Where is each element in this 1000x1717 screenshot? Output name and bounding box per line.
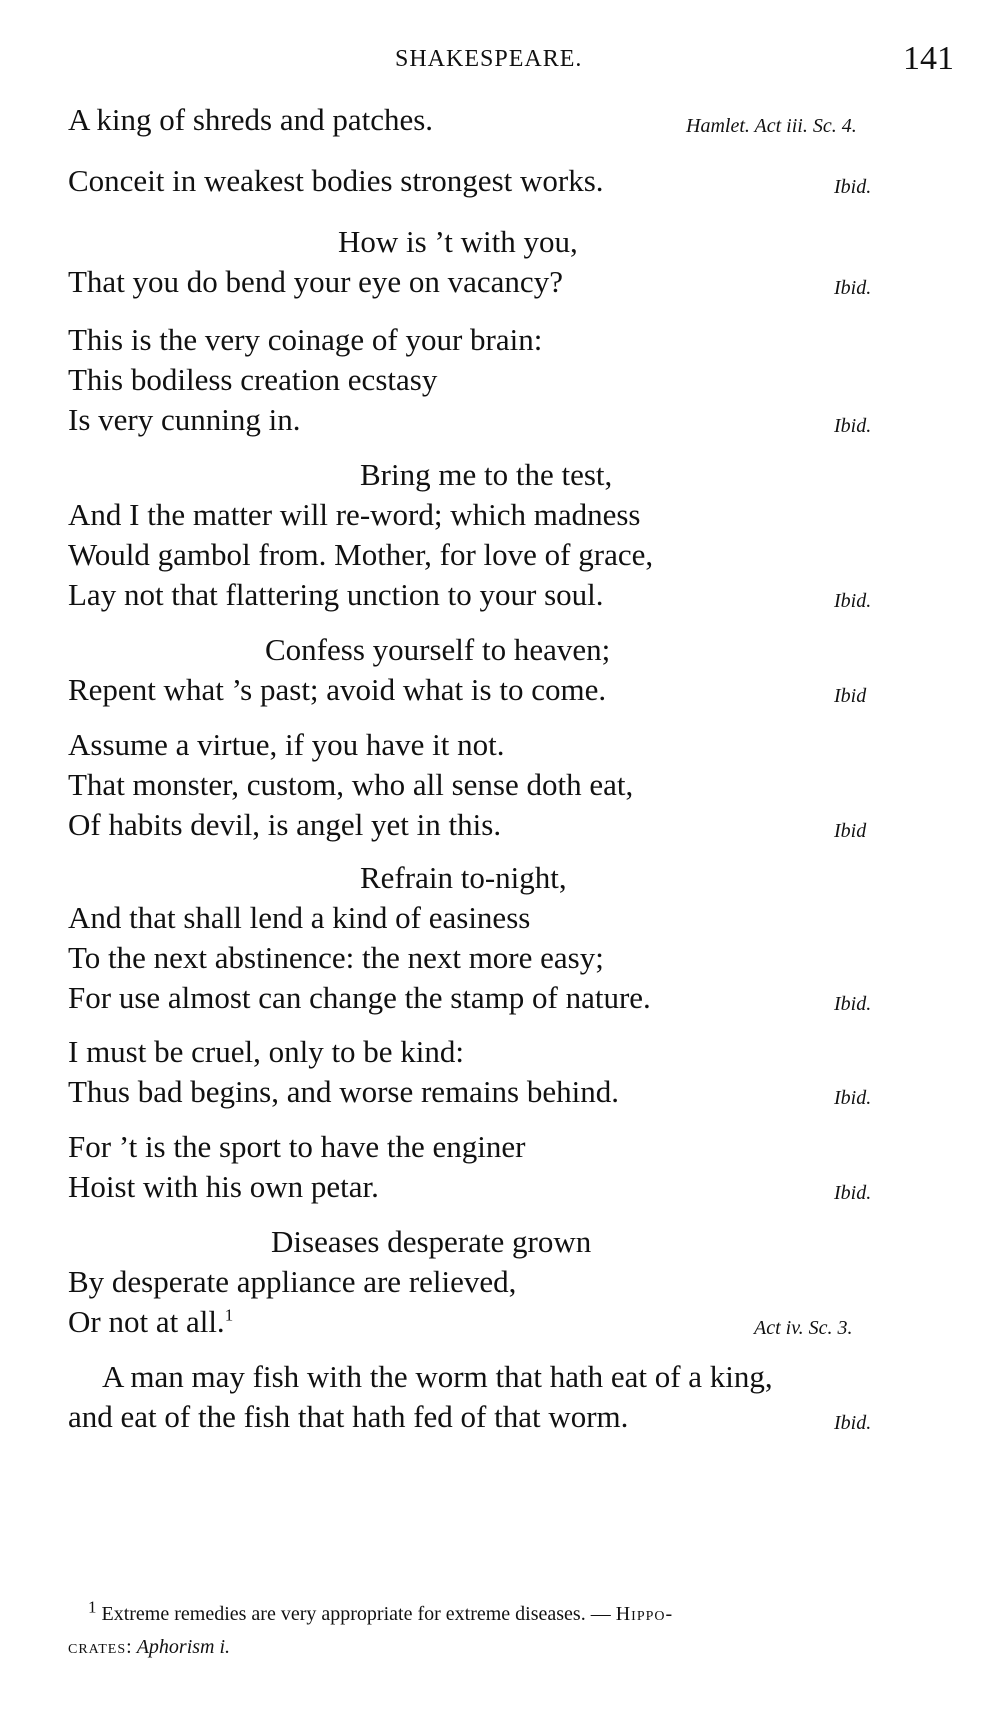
quote-line: For ’t is the sport to have the enginer bbox=[68, 1129, 526, 1164]
prose-citation: Ibid. bbox=[834, 1412, 872, 1434]
quote-line: And that shall lend a kind of easiness bbox=[68, 900, 531, 935]
prose-quote bbox=[68, 1357, 968, 1437]
quote-citation: Ibid bbox=[834, 685, 867, 707]
prose-line: A man may fish with the worm that hath eat of a king, bbox=[102, 1359, 773, 1394]
quote-line: That monster, custom, who all sense doth eat, bbox=[68, 767, 634, 802]
quote-line: A king of shreds and patches. bbox=[68, 102, 434, 137]
footnote-author: Hippo- bbox=[615, 1603, 674, 1625]
quote-line: How is ’t with you, bbox=[338, 224, 578, 259]
quote-citation: Ibid. bbox=[834, 415, 872, 437]
footnote-author-continued: crates bbox=[68, 1636, 127, 1658]
quote-line: Assume a virtue, if you have it not. bbox=[68, 727, 505, 762]
quote-block bbox=[68, 455, 968, 615]
quote-citation: Hamlet. Act iii. Sc. 4. bbox=[686, 115, 857, 137]
quote-line: Would gambol from. Mother, for love of grace, bbox=[68, 537, 654, 572]
quote-citation: Ibid. bbox=[834, 277, 872, 299]
footnote-reference[interactable]: 1 bbox=[224, 1305, 234, 1325]
quote-block bbox=[68, 161, 968, 201]
quote-line: Diseases desperate grown bbox=[271, 1224, 592, 1259]
quote-line: This is the very coinage of your brain: bbox=[68, 322, 543, 357]
quote-line: Confess yourself to heaven; bbox=[265, 632, 611, 667]
quote-block bbox=[68, 1127, 968, 1207]
quote-block bbox=[68, 320, 968, 440]
quote-line: That you do bend your eye on vacancy? bbox=[68, 264, 563, 299]
quote-citation: Ibid. bbox=[834, 1087, 872, 1109]
quote-line: Of habits devil, is angel yet in this. bbox=[68, 807, 502, 842]
quote-line: Lay not that flattering unction to your soul. bbox=[68, 577, 604, 612]
footnote-marker: 1 bbox=[88, 1597, 97, 1617]
quote-citation: Ibid. bbox=[834, 176, 872, 198]
quote-citation: Ibid. bbox=[834, 993, 872, 1015]
quote-line: Is very cunning in. bbox=[68, 402, 301, 437]
quote-citation: Ibid. bbox=[834, 1182, 872, 1204]
quote-line: This bodiless creation ecstasy bbox=[68, 362, 438, 397]
quote-block bbox=[68, 725, 968, 845]
quote-line: Refrain to-night, bbox=[360, 860, 567, 895]
quote-block bbox=[68, 1222, 968, 1342]
quote-line: Conceit in weakest bodies strongest works. bbox=[68, 163, 604, 198]
quote-citation: Ibid bbox=[834, 820, 867, 842]
quote-line: Hoist with his own petar. bbox=[68, 1169, 379, 1204]
quote-block bbox=[68, 100, 968, 140]
quote-line: To the next abstinence: the next more easy; bbox=[68, 940, 604, 975]
quote-block bbox=[68, 1032, 968, 1112]
quote-line: For use almost can change the stamp of nature. bbox=[68, 980, 651, 1015]
quote-block bbox=[68, 630, 968, 710]
quote-citation: Ibid. bbox=[834, 590, 872, 612]
quote-citation: Act iv. Sc. 3. bbox=[754, 1317, 853, 1339]
prose-line: and eat of the fish that hath fed of that worm. bbox=[68, 1399, 629, 1434]
running-head bbox=[0, 40, 1000, 80]
quote-line: Bring me to the test, bbox=[360, 457, 613, 492]
footnote bbox=[68, 1598, 968, 1664]
quote-line: Or not at all. bbox=[68, 1304, 225, 1339]
quote-line: Thus bad begins, and worse remains behind. bbox=[68, 1074, 619, 1109]
footnote-work: Aphorism i. bbox=[136, 1636, 231, 1658]
footnote-text: Extreme remedies are very appropriate for extreme diseases. — bbox=[101, 1603, 611, 1625]
quote-line: I must be cruel, only to be kind: bbox=[68, 1034, 465, 1069]
quote-block bbox=[68, 222, 968, 302]
quote-block bbox=[68, 858, 968, 1018]
quote-line: By desperate appliance are relieved, bbox=[68, 1264, 517, 1299]
quote-line: Repent what ’s past; avoid what is to come. bbox=[68, 672, 607, 707]
running-title: SHAKESPEARE. bbox=[395, 46, 583, 72]
quote-line: And I the matter will re-word; which madness bbox=[68, 497, 641, 532]
page-number: 141 bbox=[903, 40, 954, 77]
footnote-author-separator: : bbox=[126, 1636, 132, 1658]
